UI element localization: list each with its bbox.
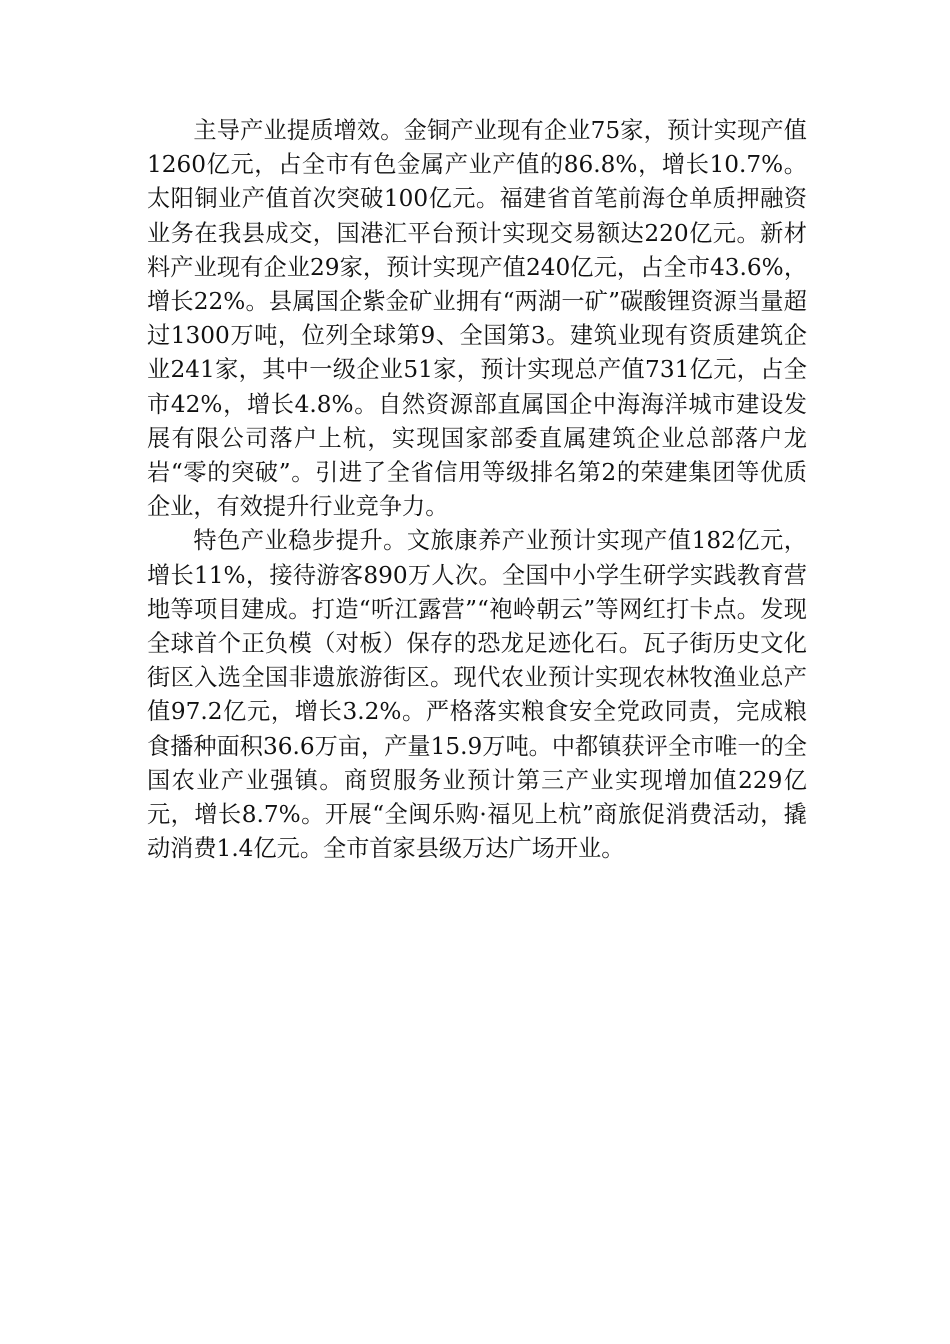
paragraph-featured-industries: 特色产业稳步提升。文旅康养产业预计实现产值182亿元，增长11%，接待游客890万人次。全国中小学生研学实践教育营地等项目建成。打造“听江露营”“袍岭朝云”等网红打卡点。发现全球首个正负模（对板）保存的恐龙足迹化石。瓦子街历史文化街区入选全国非遗旅游街区。现代农业预计实现农林牧渔业总产值97.2亿元，增长3.2%。严格落实粮食安全党政同责，完成粮食播种面积36.6万亩，产量15.9万吨。中都镇获评全市唯一的全国农业产业强镇。商贸服务业预计第三产业实现增加值229亿元，增长8.7%。开展“全闽乐购·福见上杭”商旅促消费活动，撬动消费1.4亿元。全市首家县级万达广场开业。 — [147, 527, 807, 863]
body-text — [147, 114, 807, 866]
paragraph-leading-industries: 主导产业提质增效。金铜产业现有企业75家，预计实现产值1260亿元，占全市有色金属产业产值的86.8%，增长10.7%。太阳铜业产值首次突破100亿元。福建省首笔前海仓单质押融资业务在我县成交，国港汇平台预计实现交易额达220亿元。新材料产业现有企业29家，预计实现产值240亿元，占全市43.6%，增长22%。县属国企紫金矿业拥有“两湖一矿”碳酸锂资源当量超过1300万吨，位列全球第9、全国第3。建筑业现有资质建筑企业241家，其中一级企业51家，预计实现总产值731亿元，占全市42%，增长4.8%。自然资源部直属国企中海海洋城市建设发展有限公司落户上杭，实现国家部委直属建筑企业总部落户龙岩“零的突破”。引进了全省信用等级排名第2的荣建集团等优质企业，有效提升行业竞争力。 — [147, 117, 807, 521]
